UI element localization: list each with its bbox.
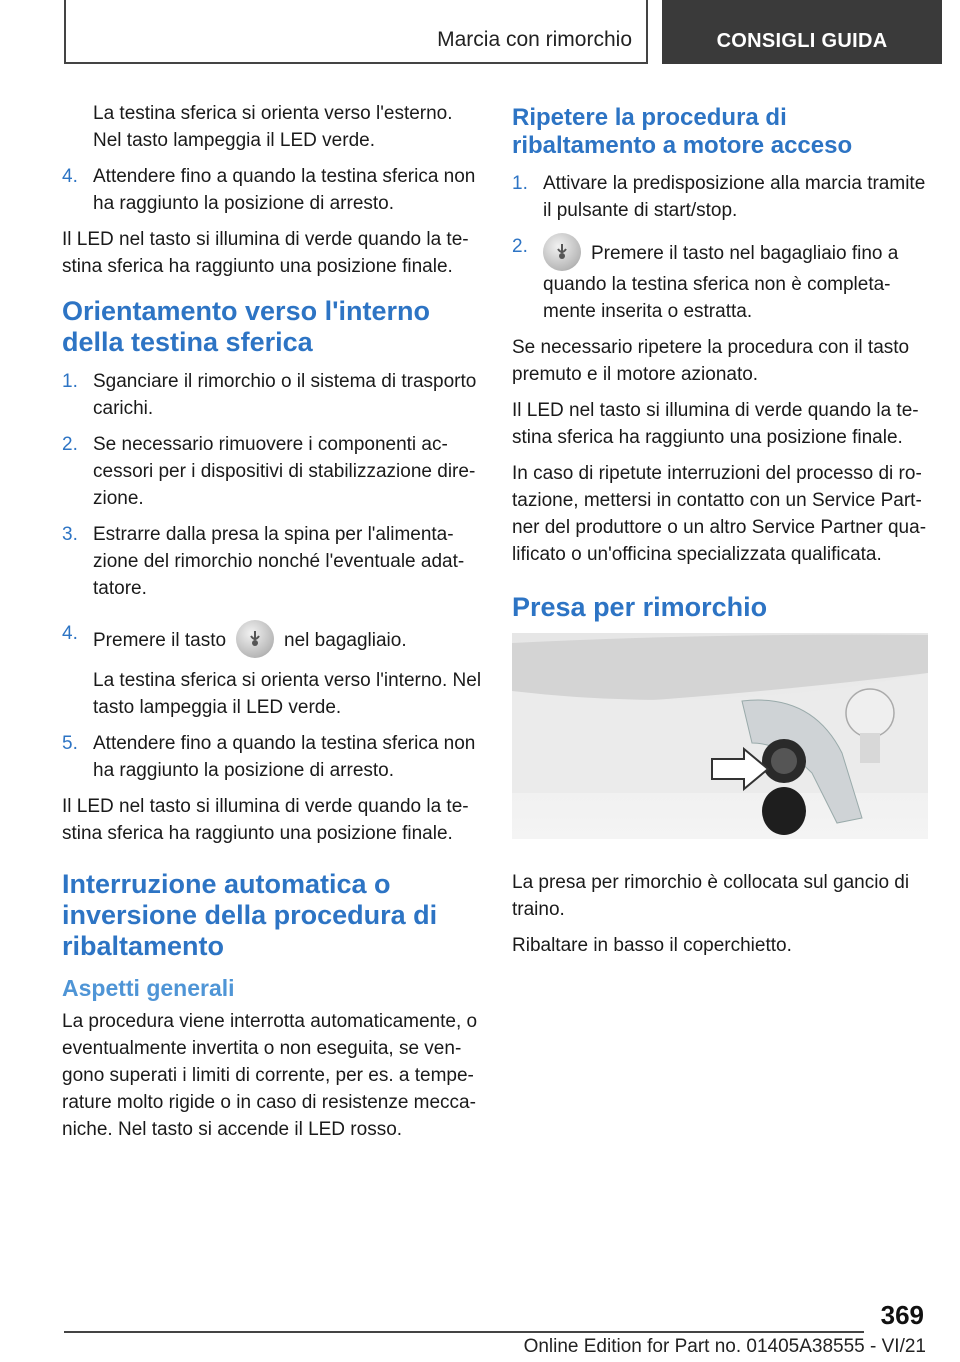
list-item bbox=[62, 521, 482, 602]
tailgate-hitch-button-icon bbox=[543, 233, 581, 271]
step-number: 2. bbox=[62, 434, 78, 455]
list-item bbox=[512, 233, 928, 325]
paragraph: Se necessario ripetere la procedura con il tasto premuto e il motore azionato. bbox=[512, 337, 910, 385]
step-number: 5. bbox=[62, 733, 78, 754]
section-heading-auto: Interruzione automatica o inversione della procedura di ribaltamento bbox=[62, 869, 438, 961]
step-text: Se necessario rimuovere i componenti accessori per i dispositivi di stabilizzazione direzione. bbox=[93, 434, 476, 509]
edition-info: Online Edition for Part no. 01405A38555 - VI/21 bbox=[523, 1336, 926, 1357]
list-item bbox=[62, 431, 482, 512]
left-column bbox=[62, 100, 482, 1152]
list-item bbox=[512, 170, 928, 224]
paragraph: In caso di ripetute interruzioni del processo di rotazione, mettersi in contatto con un Service Partner del produttore o un altro Service Partner qualificato o un'officina specializzata qualificata. bbox=[512, 463, 927, 565]
paragraph: La presa per rimorchio è collocata sul gancio di traino. bbox=[512, 872, 910, 920]
page-number: 369 bbox=[880, 1300, 924, 1330]
list-item bbox=[62, 730, 482, 784]
step-text-pre: Premere il tasto bbox=[93, 630, 227, 651]
section-heading-repeat: Ripetere la procedura di ribaltamento a motore acceso bbox=[512, 104, 853, 159]
right-column bbox=[512, 100, 928, 968]
footer-divider bbox=[64, 1331, 864, 1333]
step-text-post: nel bagagliaio. bbox=[284, 630, 407, 651]
section-heading-socket: Presa per rimorchio bbox=[512, 592, 768, 622]
paragraph: La procedura viene interrotta automaticamente, o eventualmente invertita o non eseguita, se vengono superati i limiti di corrente, per es. a temperature molto rigide o in caso di resistenze meccaniche. Nel tasto si accende il LED rosso. bbox=[62, 1011, 478, 1140]
step-number: 2. bbox=[512, 236, 528, 257]
step-number: 1. bbox=[512, 173, 528, 194]
step-subtext: La testina sferica si orienta verso l'interno. Nel tasto lampeggia il LED verde. bbox=[93, 670, 482, 718]
list-item bbox=[62, 368, 482, 422]
paragraph: Il LED nel tasto si illumina di verde quando la testina sferica ha raggiunto una posizione finale. bbox=[62, 796, 469, 844]
section-heading-inward: Orientamento verso l'interno della testina sferica bbox=[62, 296, 430, 357]
step-text: Attivare la predisposizione alla marcia tramite il pulsante di start/stop. bbox=[543, 173, 926, 221]
tailgate-hitch-button-icon bbox=[236, 620, 274, 658]
step-number: 3. bbox=[62, 524, 78, 545]
header-chapter-tab bbox=[662, 0, 942, 64]
paragraph: Ribaltare in basso il coperchietto. bbox=[512, 935, 792, 956]
step-text: Estrarre dalla presa la spina per l'alimentazione del rimorchio nonché l'eventuale adattatore. bbox=[93, 524, 465, 599]
continued-text: La testina sferica si orienta verso l'esterno. Nel tasto lampeggia il LED verde. bbox=[93, 103, 453, 151]
step-text: Attendere fino a quando la testina sferica non ha raggiunto la posizione di arresto. bbox=[93, 733, 476, 781]
paragraph: Il LED nel tasto si illumina di verde quando la testina sferica ha raggiunto una posizione finale. bbox=[62, 229, 469, 277]
step-text: Premere il tasto nel bagagliaio fino a quando la testina sferica non è completamente inserita o estratta. bbox=[543, 243, 899, 322]
header-frame bbox=[64, 0, 648, 64]
step-text: Attendere fino a quando la testina sferica non ha raggiunto la posizione di arresto. bbox=[93, 166, 476, 214]
step-number: 4. bbox=[62, 166, 78, 187]
step-number: 1. bbox=[62, 371, 78, 392]
list-item bbox=[62, 163, 482, 217]
trailer-socket-illustration bbox=[512, 633, 928, 839]
header-section-title: Marcia con rimorchio bbox=[437, 28, 632, 51]
list-item bbox=[62, 620, 482, 721]
step-text: Sganciare il rimorchio o il sistema di trasporto carichi. bbox=[93, 371, 477, 419]
header-chapter-label: CONSIGLI GUIDA bbox=[716, 30, 888, 52]
paragraph: Il LED nel tasto si illumina di verde quando la testina sferica ha raggiunto una posizione finale. bbox=[512, 400, 919, 448]
subsection-heading-general: Aspetti generali bbox=[62, 975, 235, 1001]
step-number: 4. bbox=[62, 623, 78, 644]
